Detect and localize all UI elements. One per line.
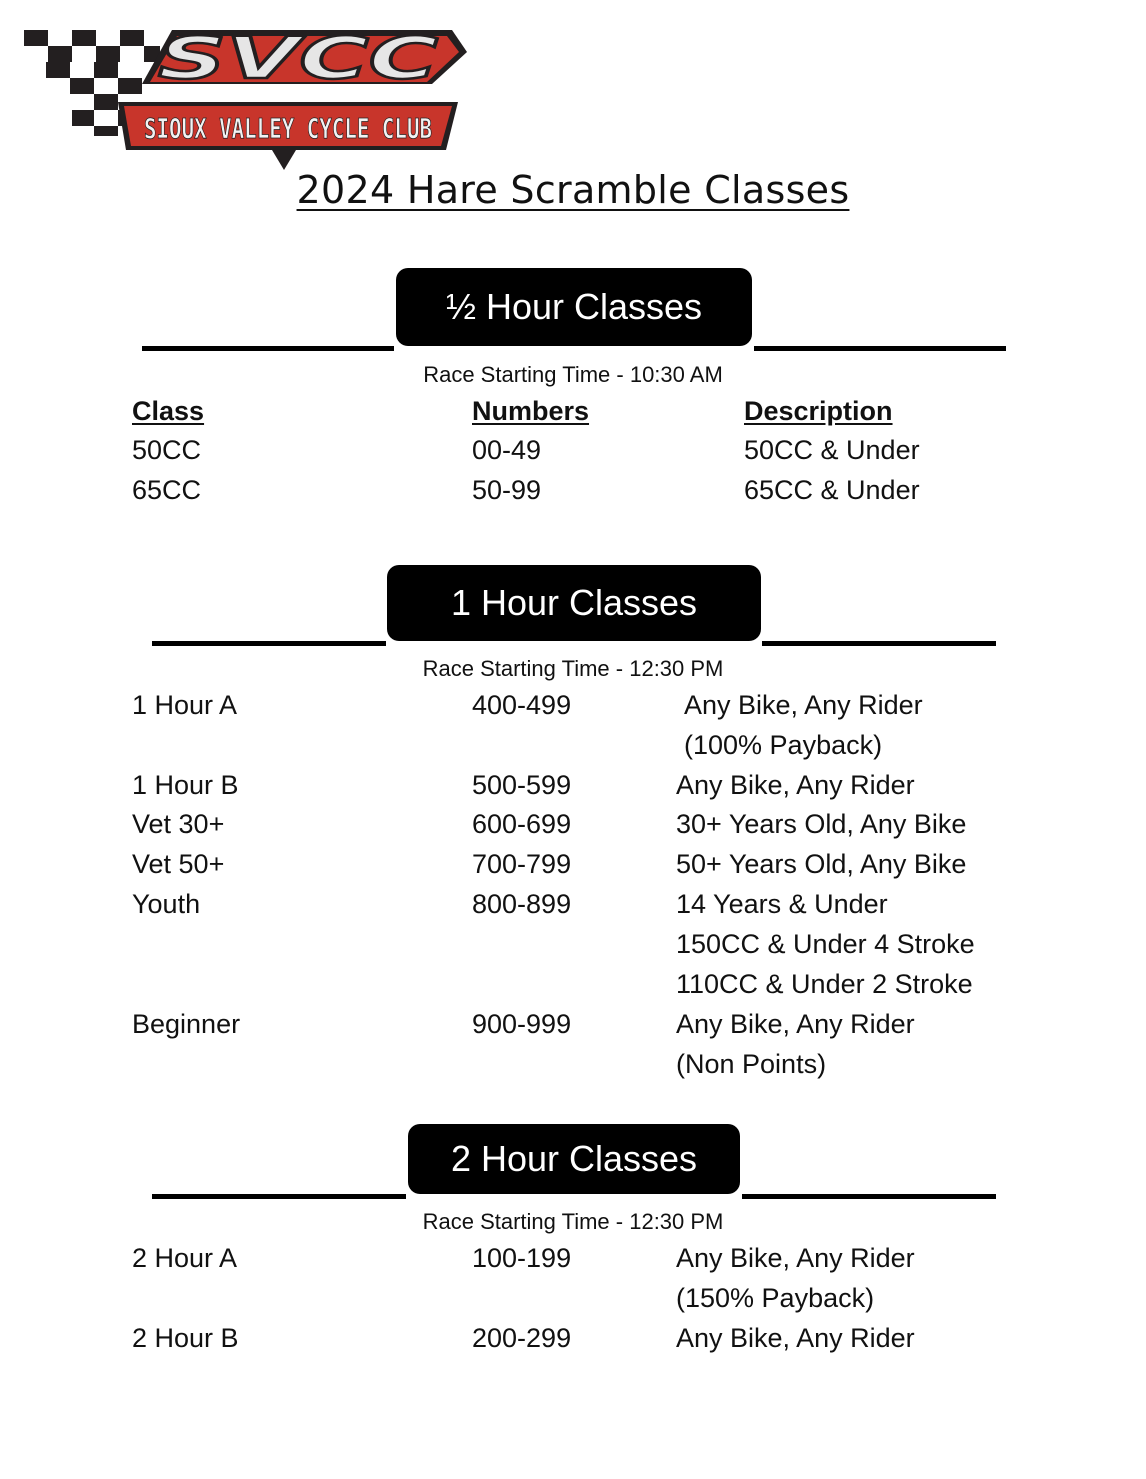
class-description: 65CC & Under	[744, 475, 920, 505]
class-numbers: 50-99	[472, 475, 542, 505]
race-start-time: Race Starting Time - 12:30 PM	[422, 656, 724, 681]
section-rule-right	[754, 346, 1006, 351]
section-heading-half-hour: ½ Hour Classes	[396, 268, 752, 346]
class-description: (Non Points)	[676, 1049, 827, 1079]
column-header-class: Class	[132, 396, 205, 426]
class-description: 50CC & Under	[744, 435, 920, 465]
class-numbers: 700-799	[472, 849, 572, 879]
class-description: Any Bike, Any Rider	[676, 1243, 915, 1273]
class-name: 2 Hour A	[132, 1243, 238, 1273]
class-description: Any Bike, Any Rider	[676, 770, 915, 800]
class-name: 65CC	[132, 475, 202, 505]
class-name: 50CC	[132, 435, 202, 465]
logo-acronym: SVCC	[158, 24, 438, 92]
class-numbers: 500-599	[472, 770, 572, 800]
class-description: 110CC & Under 2 Stroke	[676, 969, 973, 999]
class-description: Any Bike, Any Rider	[676, 1323, 915, 1353]
class-name: Beginner	[132, 1009, 241, 1039]
section-rule-left	[152, 641, 386, 646]
race-start-time: Race Starting Time - 10:30 AM	[423, 362, 723, 387]
section-heading-one-hour: 1 Hour Classes	[387, 565, 761, 641]
class-numbers: 200-299	[472, 1323, 572, 1353]
column-header-numbers: Numbers	[472, 396, 590, 426]
class-description: (100% Payback)	[684, 730, 883, 760]
race-start-time: Race Starting Time - 12:30 PM	[422, 1209, 724, 1234]
class-name: 2 Hour B	[132, 1323, 239, 1353]
class-numbers: 00-49	[472, 435, 542, 465]
class-description: Any Bike, Any Rider	[684, 690, 923, 720]
class-name: 1 Hour A	[132, 690, 238, 720]
class-description: 50+ Years Old, Any Bike	[676, 849, 967, 879]
class-numbers: 900-999	[472, 1009, 572, 1039]
class-name: Vet 50+	[132, 849, 225, 879]
class-numbers: 100-199	[472, 1243, 572, 1273]
section-rule-right	[742, 1194, 996, 1199]
class-description: 14 Years & Under	[676, 889, 888, 919]
document-title: 2024 Hare Scramble Classes	[296, 168, 850, 212]
class-name: Vet 30+	[132, 809, 225, 839]
section-heading-two-hour: 2 Hour Classes	[408, 1124, 740, 1194]
column-header-description: Description	[744, 396, 893, 426]
section-rule-left	[152, 1194, 406, 1199]
section-rule-right	[762, 641, 996, 646]
logo-club-name: SIOUX VALLEY CYCLE CLUB	[144, 112, 432, 145]
section-rule-left	[142, 346, 394, 351]
class-numbers: 600-699	[472, 809, 572, 839]
class-name: Youth	[132, 889, 201, 919]
svcc-logo	[22, 22, 472, 174]
class-numbers: 800-899	[472, 889, 572, 919]
class-description: Any Bike, Any Rider	[676, 1009, 915, 1039]
class-description: (150% Payback)	[676, 1283, 875, 1313]
class-description: 150CC & Under 4 Stroke	[676, 929, 975, 959]
class-numbers: 400-499	[472, 690, 572, 720]
class-description: 30+ Years Old, Any Bike	[676, 809, 967, 839]
class-name: 1 Hour B	[132, 770, 239, 800]
